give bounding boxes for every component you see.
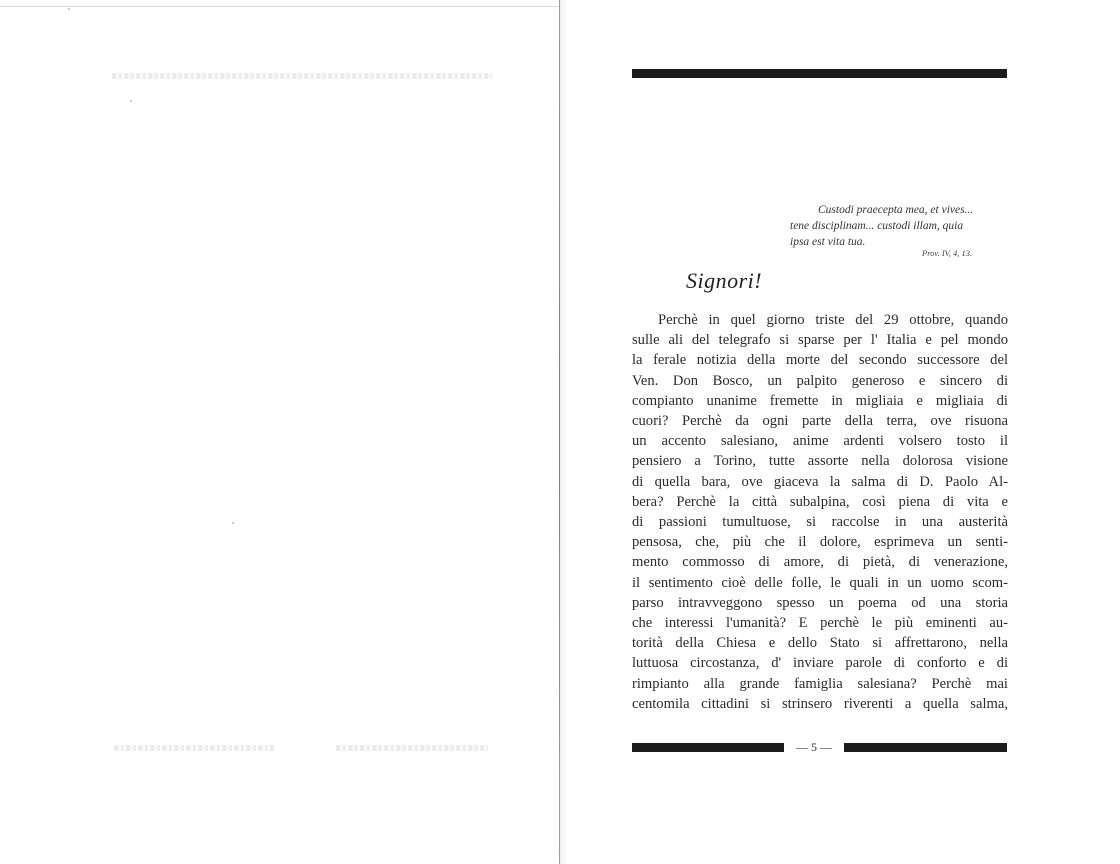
page-top-edge	[0, 6, 560, 7]
body-line: sulle ali del telegrafo si sparse per l' Italia e pel mondo	[632, 332, 1008, 349]
page-footer	[632, 740, 1007, 756]
body-line: un accento salesiano, anime ardenti volsero tosto il	[632, 433, 1008, 450]
bleed-through-line	[112, 73, 492, 79]
footer-rule-left	[632, 743, 784, 752]
body-line: di passioni tumultuose, si raccolse in una austerità	[632, 514, 1008, 531]
epigraph-line: ipsa est vita tua.	[790, 236, 866, 248]
paper-speck	[68, 8, 70, 10]
body-line: luttuosa circostanza, d' inviare parole di conforto e di	[632, 655, 1008, 672]
epigraph-citation: Prov. IV, 4, 13.	[922, 248, 973, 258]
bleed-through-line	[114, 745, 274, 751]
body-line: pensiero a Torino, tutte assorte nella dolorosa visione	[632, 453, 1008, 470]
bleed-through-line	[336, 745, 488, 751]
body-line: cuori? Perchè da ogni parte della terra, ove risuona	[632, 413, 1008, 430]
body-line: centomila cittadini si strinsero riverenti a quella salma,	[632, 695, 1008, 712]
body-line: Ven. Don Bosco, un palpito generoso e sincero di	[632, 372, 1008, 389]
body-line: torità della Chiesa e dello Stato si affrettarono, nella	[632, 635, 1008, 652]
body-line: il sentimento cioè delle folle, le quali in un uomo scom-	[632, 574, 1008, 591]
body-line: parso intravveggono spesso un poema od una storia	[632, 594, 1008, 611]
paper-speck	[130, 100, 132, 102]
header-rule	[632, 69, 1007, 78]
epigraph-line: Custodi praecepta mea, et vives...	[818, 204, 974, 216]
body-line: mento commosso di amore, di pietà, di venerazione,	[632, 554, 1008, 571]
right-text-page	[560, 0, 1120, 864]
epigraph-line: tene disciplinam... custodi illam, quia	[790, 220, 964, 232]
body-paragraph	[632, 310, 1008, 714]
body-line: pensosa, che, più che il dolore, esprimeva un senti-	[632, 534, 1008, 551]
epigraph	[790, 202, 1008, 250]
body-line: bera? Perchè la città subalpina, così piena di vita e	[632, 493, 1008, 510]
body-line: di quella bara, ove giaceva la salma di D. Paolo Al-	[632, 473, 1008, 490]
body-line: compianto unanime fremette in migliaia e migliaia di	[632, 392, 1008, 409]
footer-rule-right	[844, 743, 1007, 752]
body-line: rimpianto alla grande famiglia salesiana? Perchè mai	[632, 675, 1008, 692]
page-number: — 5 —	[796, 740, 832, 754]
body-line: la ferale notizia della morte del secondo successore del	[632, 352, 1008, 369]
body-line: che interessi l'umanità? E perchè le più eminenti au-	[632, 615, 1008, 632]
paper-speck	[232, 522, 234, 524]
body-line: Perchè in quel giorno triste del 29 ottobre, quando	[658, 312, 1008, 328]
page-heading: Signori!	[686, 268, 763, 293]
